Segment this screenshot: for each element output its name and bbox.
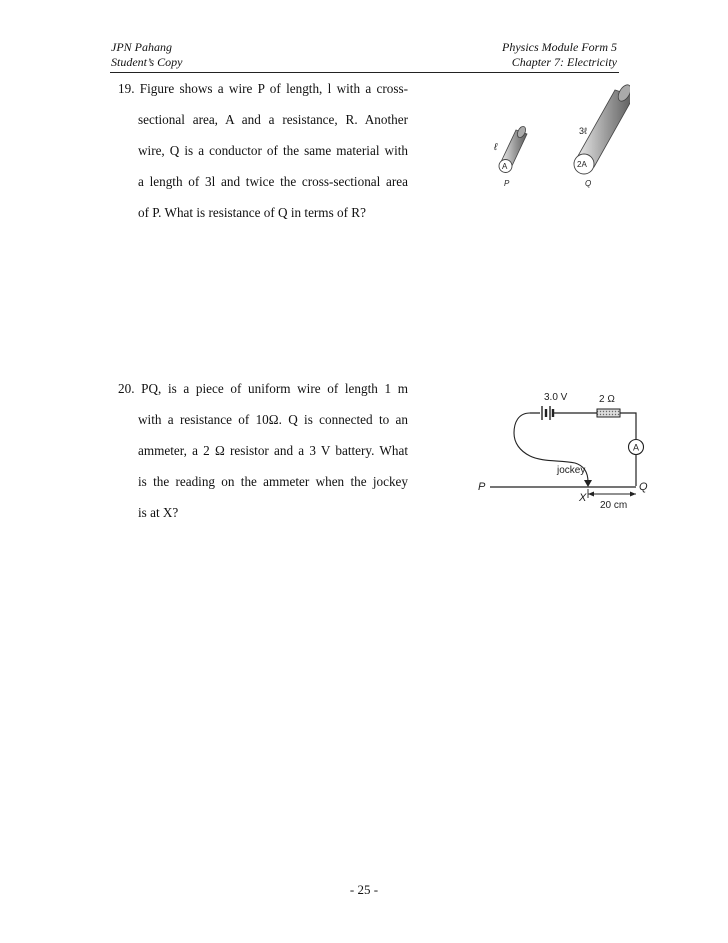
wire-p-length-label: ℓ	[494, 142, 498, 153]
resistor-symbol	[597, 409, 620, 417]
jockey-arrow	[584, 480, 592, 487]
question-number: 19.	[118, 81, 135, 96]
question-line: sectional area, A and a resistance, R. Another	[138, 112, 408, 127]
header-module: Physics Module Form 5	[502, 40, 617, 54]
distance-label: 20 cm	[600, 500, 628, 511]
header-copy-type: Student’s Copy	[111, 55, 183, 69]
point-q-label: Q	[639, 481, 648, 493]
question-line: is at X?	[138, 505, 179, 520]
jockey-label: jockey	[557, 465, 586, 476]
question-line: a length of 3l and twice the cross-sectional area	[138, 174, 408, 189]
point-p-label: P	[478, 481, 486, 493]
wire-p-label: P	[504, 179, 510, 188]
wires-figure	[480, 84, 630, 194]
battery-symbol	[542, 406, 553, 420]
question-line: 20. PQ, is a piece of uniform wire of length 1 m	[118, 381, 408, 396]
wire-q-length-label: 3ℓ	[579, 126, 587, 136]
battery-label: 3.0 V	[544, 392, 568, 403]
wire-q-area-label: 2A	[577, 160, 587, 169]
header-chapter: Chapter 7: Electricity	[511, 55, 617, 69]
wire-p-area-label: A	[502, 162, 508, 171]
header-school: JPN Pahang	[111, 40, 172, 54]
question-number: 20.	[118, 381, 135, 396]
question-line: 19. Figure shows a wire P of length, l with a cross-	[118, 81, 408, 96]
question-20	[118, 381, 408, 536]
wire-q-label: Q	[585, 179, 592, 188]
resistor-label: 2 Ω	[599, 394, 615, 405]
circuit-figure	[470, 386, 650, 516]
question-line: of P. What is resistance of Q in terms of R?	[138, 205, 366, 220]
question-line: ammeter, a 2 Ω resistor and a 3 V battery. What	[138, 443, 408, 458]
ammeter-label: A	[632, 442, 640, 453]
header-right	[502, 40, 617, 70]
question-line: wire, Q is a conductor of the same material with	[138, 143, 408, 158]
distance-marker	[588, 489, 636, 498]
header-rule	[110, 72, 619, 73]
question-19	[118, 81, 408, 236]
page-number: - 25 -	[349, 882, 379, 897]
question-line: with a resistance of 10Ω. Q is connected to an	[138, 412, 408, 427]
question-line: is the reading on the ammeter when the jockey	[138, 474, 408, 489]
header-left	[111, 40, 182, 70]
point-x-label: X	[579, 492, 587, 504]
